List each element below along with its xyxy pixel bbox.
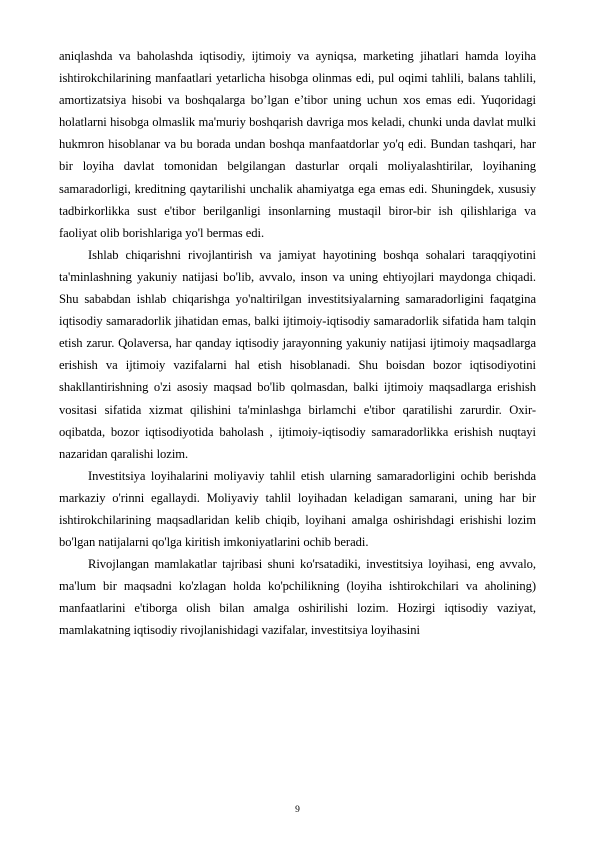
- paragraph: Investitsiya loyihalarini moliyaviy tahlil etish ularning samaradorligini ochib berishda markaziy o'rinni egallaydi. Moliyaviy tahlil loyihadan keladigan samarani, uning har bir ishtirokchilarining maqsadlaridan kelib chiqib, loyihani amalga oshirishdagi erishishi lozim bo'lgan natijalarni qo'lga kiritish imkoniyatlarini ochib beradi.: [59, 468, 536, 550]
- paragraph: Ishlab chiqarishni rivojlantirish va jamiyat hayotining boshqa sohalari taraqqiyotini ta'minlashning yakuniy natijasi bo'lib, avvalo, inson va uning ehtiyojlari maydonga chiqadi. Shu sababdan ishlab chiqarishga yo'naltirilgan investitsiyalarning samaradorligini faqatgina iqtisodiy samaradorlik jihatidan emas, balki ijtimoiy-iqtisodiy samaradorlik sifatida ham talqin etish zarur. Qolaversa, har qanday iqtisodiy jarayonning yakuniy natijasi ijtimoiy maqsadlarga erishish va ijtimoiy vazifalarni hal etish hisoblanadi. Shu boisdan bozor iqtisodiyotini shakllantirishning o'zi asosiy maqsad bo'lib qolmasdan, balki ijtimoiy maqsadlarga erishish vositasi sifatida xizmat qilishini ta'minlashga birlamchi e'tibor qaratilishi zarurdir. Oxir-oqibatda, bozor iqtisodiyotida baholash , ijtimoiy-iqtisodiy samaradorlikka erishish nuqtayi nazaridan qaralishi lozim.: [59, 247, 536, 461]
- paragraph-continued: aniqlashda va baholashda iqtisodiy, ijtimoiy va ayniqsa, marketing jihatlari hamda loyiha ishtirokchilarining manfaatlari yetarlicha hisobga olinmas edi, pul oqimi tahlili, balans tahlili, amortizatsiya hisobi va boshqalarga bo’lgan e’tibor uning uchun xos emas edi. Yuqoridagi holatlarni hisobga olmaslik ma'muriy boshqarish davriga mos keladi, chunki unda davlat mulki hukmron hisoblanar va bu borada undan boshqa manfaatdorlar yo'q edi. Bundan tashqari, har bir loyiha davlat tomonidan belgilangan dasturlar orqali moliyalashtirilar, loyihaning samaradorligi, kreditning qaytarilishi unchalik ahamiyatga ega emas edi. Shuningdek, xususiy tadbirkorlikka sust e'tibor berilganligi insonlarning mustaqil biror-bir ish qilishlariga va faoliyat olib borishlariga yo'l bermas edi.: [59, 49, 536, 240]
- paragraph: Rivojlangan mamlakatlar tajribasi shuni ko'rsatadiki, investitsiya loyihasi, eng avvalo, ma'lum bir maqsadni ko'zlagan holda ko'pchilikning (loyiha ishtirokchilari va aholining) manfaatlarini e'tiborga olish bilan amalga oshirilishi lozim. Hozirgi iqtisodiy vaziyat, mamlakatning iqtisodiy rivojlanishidagi vazifalar, investitsiya loyihasini: [59, 557, 536, 638]
- document-body: [59, 45, 536, 642]
- page-number: 9: [295, 805, 300, 815]
